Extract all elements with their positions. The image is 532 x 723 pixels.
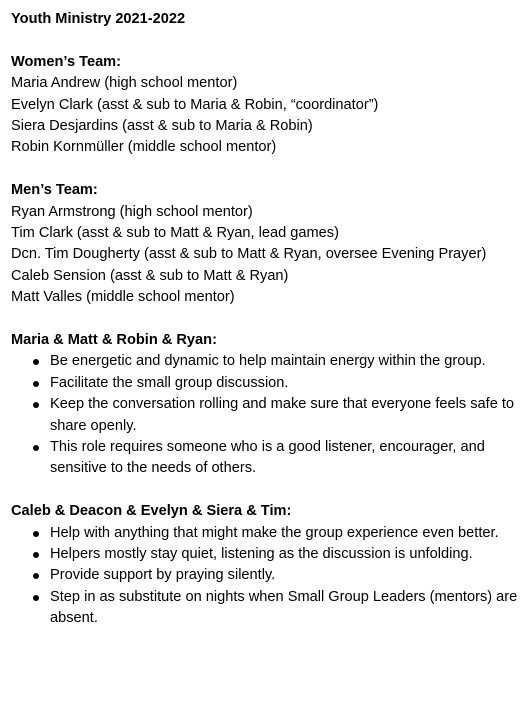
bullet-icon bbox=[33, 573, 39, 579]
mens-team-member: Tim Clark (asst & sub to Matt & Ryan, lead games) bbox=[11, 225, 339, 242]
mens-team-member: Matt Valles (middle school mentor) bbox=[11, 289, 235, 306]
list-item-text: Help with anything that might make the group experience even better. bbox=[50, 524, 499, 541]
list-item-text: This role requires someone who is a good listener, encourager, and sensitive to the needs of others. bbox=[50, 439, 485, 477]
list-item-text: Helpers mostly stay quiet, listening as the discussion is unfolding. bbox=[50, 546, 473, 563]
list-item-text: Keep the conversation rolling and make sure that everyone feels safe to share openly. bbox=[50, 396, 515, 434]
list-item-text: Facilitate the small group discussion. bbox=[50, 374, 289, 391]
bullet-icon bbox=[33, 595, 39, 601]
helpers-heading: Caleb & Deacon & Evelyn & Siera & Tim: bbox=[11, 503, 292, 520]
spacer bbox=[11, 309, 532, 330]
mentors-bullet-list bbox=[11, 351, 532, 479]
womens-team-heading: Women’s Team: bbox=[11, 53, 122, 70]
bullet-icon bbox=[33, 445, 39, 451]
spacer bbox=[11, 480, 532, 501]
mens-team-member: Dcn. Tim Dougherty (asst & sub to Matt & Ryan, oversee Evening Prayer) bbox=[11, 246, 487, 263]
mens-team-member: Caleb Sension (asst & sub to Matt & Ryan) bbox=[11, 267, 289, 284]
mens-team-heading: Men’s Team: bbox=[11, 182, 98, 199]
bullet-icon bbox=[33, 381, 39, 387]
womens-team-member: Robin Kornmüller (middle school mentor) bbox=[11, 139, 277, 156]
list-item bbox=[11, 565, 520, 586]
spacer bbox=[11, 159, 532, 180]
bullet-icon bbox=[33, 402, 39, 408]
womens-team-member: Evelyn Clark (asst & sub to Maria & Robin, “coordinator”) bbox=[11, 96, 379, 113]
document-title: Youth Ministry 2021-2022 bbox=[11, 11, 186, 27]
bullet-icon bbox=[33, 552, 39, 558]
womens-team-member: Siera Desjardins (asst & sub to Maria & Robin) bbox=[11, 118, 313, 134]
mentors-heading: Maria & Matt & Robin & Ryan: bbox=[11, 332, 217, 349]
list-item bbox=[11, 544, 520, 565]
bullet-icon bbox=[33, 531, 39, 537]
list-item bbox=[11, 373, 520, 394]
mens-team-member: Ryan Armstrong (high school mentor) bbox=[11, 203, 253, 220]
list-item bbox=[11, 437, 520, 480]
list-item-text: Be energetic and dynamic to help maintain energy within the group. bbox=[50, 353, 486, 370]
list-item bbox=[11, 394, 520, 437]
list-item-text: Step in as substitute on nights when Small Group Leaders (mentors) are absent. bbox=[50, 588, 518, 627]
list-item bbox=[11, 523, 520, 544]
list-item bbox=[11, 587, 520, 630]
womens-team-member: Maria Andrew (high school mentor) bbox=[11, 75, 238, 92]
bullet-icon bbox=[33, 359, 39, 365]
list-item-text: Provide support by praying silently. bbox=[50, 567, 276, 584]
list-item bbox=[11, 351, 520, 372]
helpers-bullet-list bbox=[11, 523, 532, 630]
spacer bbox=[11, 30, 532, 51]
